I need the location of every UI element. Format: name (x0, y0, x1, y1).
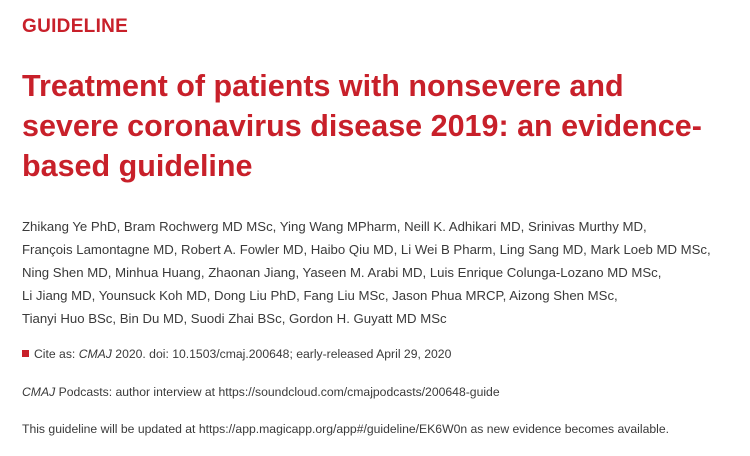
article-title (22, 66, 734, 186)
citation-journal: CMAJ (78, 347, 112, 361)
author-line: François Lamontagne MD, Robert A. Fowler MD, Haibo Qiu MD, Li Wei B Pharm, Ling Sang MD, Mark Loeb MD MSc, (22, 242, 711, 257)
citation-prefix: Cite as: (34, 347, 79, 361)
article-title-line: based guideline (22, 149, 253, 183)
citation (22, 347, 451, 361)
author-line: Zhikang Ye PhD, Bram Rochwerg MD MSc, Ying Wang MPharm, Neill K. Adhikari MD, Srinivas Murthy MD, (22, 219, 647, 234)
author-line: Ning Shen MD, Minhua Huang, Zhaonan Jiang, Yaseen M. Arabi MD, Luis Enrique Colunga-Lozano MD MSc, (22, 265, 662, 280)
red-square-icon (22, 350, 29, 357)
author-list (22, 215, 734, 330)
update-note: This guideline will be updated at https://app.magicapp.org/app#/guideline/EK6W0n as new evidence becomes available. (22, 422, 670, 436)
podcast-note (22, 385, 500, 399)
author-line: Tianyi Huo BSc, Bin Du MD, Suodi Zhai BSc, Gordon H. Guyatt MD MSc (22, 311, 447, 326)
citation-details: 2020. doi: 10.1503/cmaj.200648; early-released April 29, 2020 (111, 347, 452, 361)
article-title-line: severe coronavirus disease 2019: an evidence- (22, 109, 702, 143)
podcast-journal: CMAJ (22, 385, 56, 399)
podcast-link-text[interactable]: Podcasts: author interview at https://soundcloud.com/cmajpodcasts/200648-guide (55, 385, 500, 399)
author-line: Li Jiang MD, Younsuck Koh MD, Dong Liu PhD, Fang Liu MSc, Jason Phua MRCP, Aizong Shen MSc, (22, 288, 618, 303)
article-type-label: GUIDELINE (22, 16, 129, 37)
article-title-line: Treatment of patients with nonsevere and (22, 69, 624, 103)
